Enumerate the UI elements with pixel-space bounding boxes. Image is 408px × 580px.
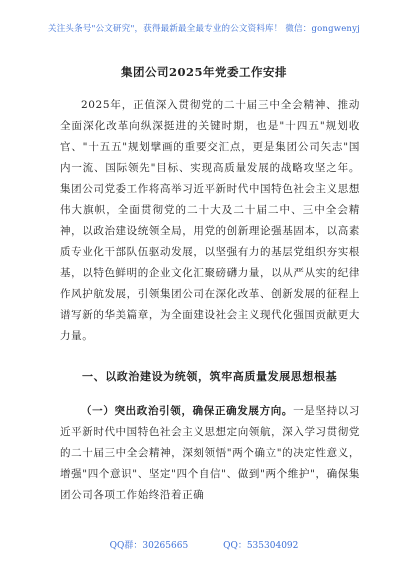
subsection-lead: （一）突出政治引领，确保正确发展方向。: [81, 405, 294, 417]
footer: [0, 538, 408, 551]
intro-paragraph: 2025年，正值深入贯彻党的二十届三中全会精神、推动全面深化改革向纵深挺进的关键时期，也是"十四五"规划收官、"十五五"规划擘画的重要交汇点，更是集团公司矢志"国内一流、国际领先"目标、实现高质量发展的战略攻坚之年。集团公司党委工作将高举习近平新时代中国特色社会主义思想伟大旗帜，全面贯彻党的二十大及二十届二中、三中全会精神，以政治建设统领全局，用党的创新理论强基固本，以高素质专业化干部队伍驱动发展，以坚强有力的基层党组织夯实根基，以特色鲜明的企业文化汇聚磅礴力量，以从严从实的纪律作风护航发展，引领集团公司在深化改革、创新发展的征程上谱写新的华美篇章，为全面建设社会主义现代化强国贡献更大力量。: [60, 99, 360, 342]
subsection-text: 一是坚持以习近平新时代中国特色社会主义思想定向领航，深入学习贯彻党的二十届三中全会精神，深刻领悟"两个确立"的决定性意义，增强"四个意识"、坚定"四个自信"、做到"两个维护"，确保集团公司各项工作始终沿着正确: [60, 405, 360, 501]
document-title: 集团公司2025年党委工作安排: [120, 65, 287, 79]
footer-qq: QQ：535304092: [223, 541, 299, 551]
header-note: 关注头条号"公文研究"，获得最新最全最专业的公文资料库！ 微信：gongwenyj: [48, 24, 360, 34]
subsection-paragraph: [60, 401, 360, 506]
footer-qq-group: QQ群：30265665: [109, 541, 189, 551]
section-heading: 一、以政治建设为统领，筑牢高质量发展思想根基: [82, 370, 338, 383]
